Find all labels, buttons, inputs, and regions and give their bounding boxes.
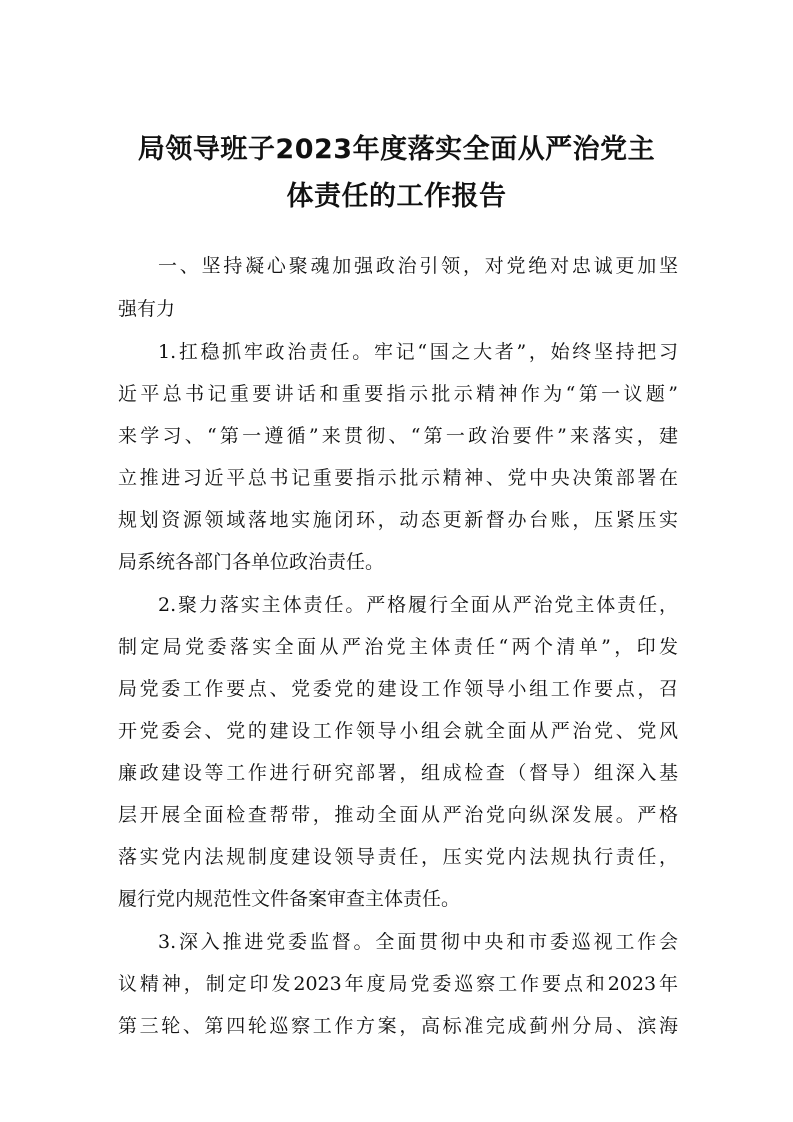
paragraph-2-line-3: 局党委工作要点、党委党的建设工作领导小组工作要点，召: [118, 678, 678, 700]
document-title-line-1: 局领导班子2023年度落实全面从严治党主: [137, 134, 656, 165]
paragraph-3-line-3: 第三轮、第四轮巡察工作方案，高标准完成蓟州分局、滨海: [118, 1015, 678, 1037]
paragraph-2-line-5: 廉政建设等工作进行研究部署，组成检查（督导）组深入基: [118, 762, 678, 784]
paragraph-3-line-2: 议精神，制定印发2023年度局党委巡察工作要点和2023年: [118, 973, 678, 995]
section-heading-line-1: 一、坚持凝心聚魂加强政治引领，对党绝对忠诚更加坚: [158, 255, 678, 277]
paragraph-2-line-6: 层开展全面检查帮带，推动全面从严治党向纵深发展。严格: [118, 804, 678, 826]
paragraph-1-line-6: 局系统各部门各单位政治责任。: [118, 551, 385, 573]
paragraph-2-line-2: 制定局党委落实全面从严治党主体责任“两个清单”，印发: [118, 636, 678, 658]
paragraph-1-line-4: 立推进习近平总书记重要指示批示精神、党中央决策部署在: [118, 467, 678, 489]
paragraph-1-line-5: 规划资源领域落地实施闭环，动态更新督办台账，压紧压实: [118, 509, 678, 531]
paragraph-3-line-1: 3.深入推进党委监督。全面贯彻中央和市委巡视工作会: [158, 931, 678, 953]
paragraph-2-line-4: 开党委会、党的建设工作领导小组会就全面从严治党、党风: [118, 720, 678, 742]
paragraph-2-line-8: 履行党内规范性文件备案审查主体责任。: [118, 888, 461, 910]
document-title-line-2: 体责任的工作报告: [286, 181, 507, 212]
paragraph-2-line-1: 2.聚力落实主体责任。严格履行全面从严治党主体责任，: [158, 594, 678, 616]
paragraph-1-line-2: 近平总书记重要讲话和重要指示批示精神作为“第一议题”: [118, 383, 678, 405]
section-heading-line-2: 强有力: [118, 298, 176, 320]
paragraph-1-line-3: 来学习、“第一遵循”来贯彻、“第一政治要件”来落实，建: [118, 425, 678, 447]
paragraph-2-line-7: 落实党内法规制度建设领导责任，压实党内法规执行责任，: [118, 846, 678, 868]
paragraph-1-line-1: 1.扛稳抓牢政治责任。牢记“国之大者”，始终坚持把习: [158, 341, 678, 363]
